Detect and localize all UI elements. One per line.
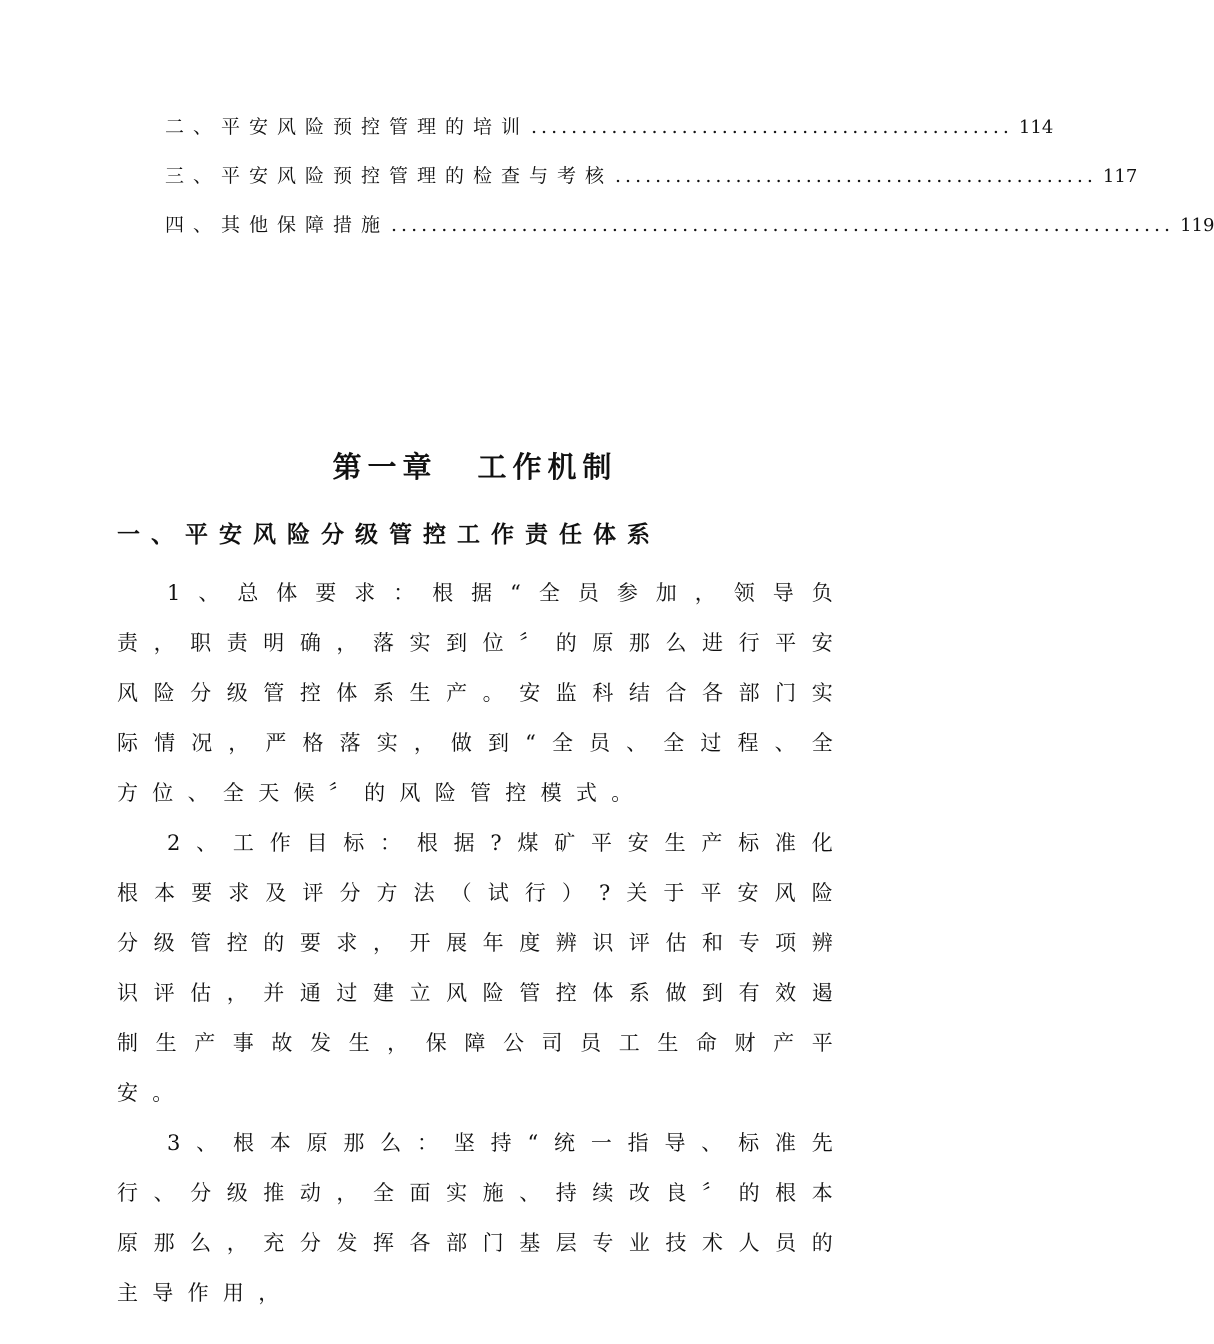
document-body [117, 568, 847, 1318]
toc-entry-title: 四、其他保障措施 [165, 214, 390, 236]
toc-entry[interactable] [165, 112, 1054, 161]
chapter-heading [0, 445, 950, 486]
chapter-number: 第一章 [332, 450, 438, 484]
toc-page-number: 114 [1018, 117, 1054, 138]
toc-page-number: 119 [1180, 215, 1214, 236]
toc-entry-title: 三、平安风险预控管理的检查与考核 [165, 165, 614, 187]
table-of-contents [165, 112, 1214, 259]
toc-entry-title: 二、平安风险预控管理的培训 [165, 116, 530, 138]
toc-entry[interactable] [165, 210, 1214, 259]
toc-leader-dots: ................................................ [531, 116, 1013, 138]
toc-entry[interactable] [165, 161, 1138, 210]
toc-leader-dots: .............................................................................. [391, 214, 1175, 236]
paragraph-work-objectives: 2、工作目标：根据?煤矿平安生产标准化根本要求及评分方法（试行）?关于平安风险分级管控的要求，开展年度辨识评估和专项辨识评估，并通过建立风险管控体系做到有效遏制生产事故发生，保障公司员工生命财产平安。 [117, 831, 847, 1105]
chapter-title: 工作机制 [477, 450, 618, 484]
paragraph-basic-principles: 3、根本原那么：坚持“统一指导、标准先行、分级推动，全面实施、持续改良〞的根本原那么，充分发挥各部门基层专业技术人员的主导作用， [117, 1131, 847, 1305]
paragraph-overall-requirements: 1、总体要求：根据“全员参加，领导负责，职责明确，落实到位〞的原那么进行平安风险分级管控体系生产。安监科结合各部门实际情况，严格落实，做到“全员、全过程、全方位、全天候〞的风险管控模式。 [117, 581, 847, 805]
section-heading: 一、平安风险分级管控工作责任体系 [117, 521, 661, 548]
toc-page-number: 117 [1102, 166, 1138, 187]
toc-leader-dots: ................................................ [615, 165, 1097, 187]
